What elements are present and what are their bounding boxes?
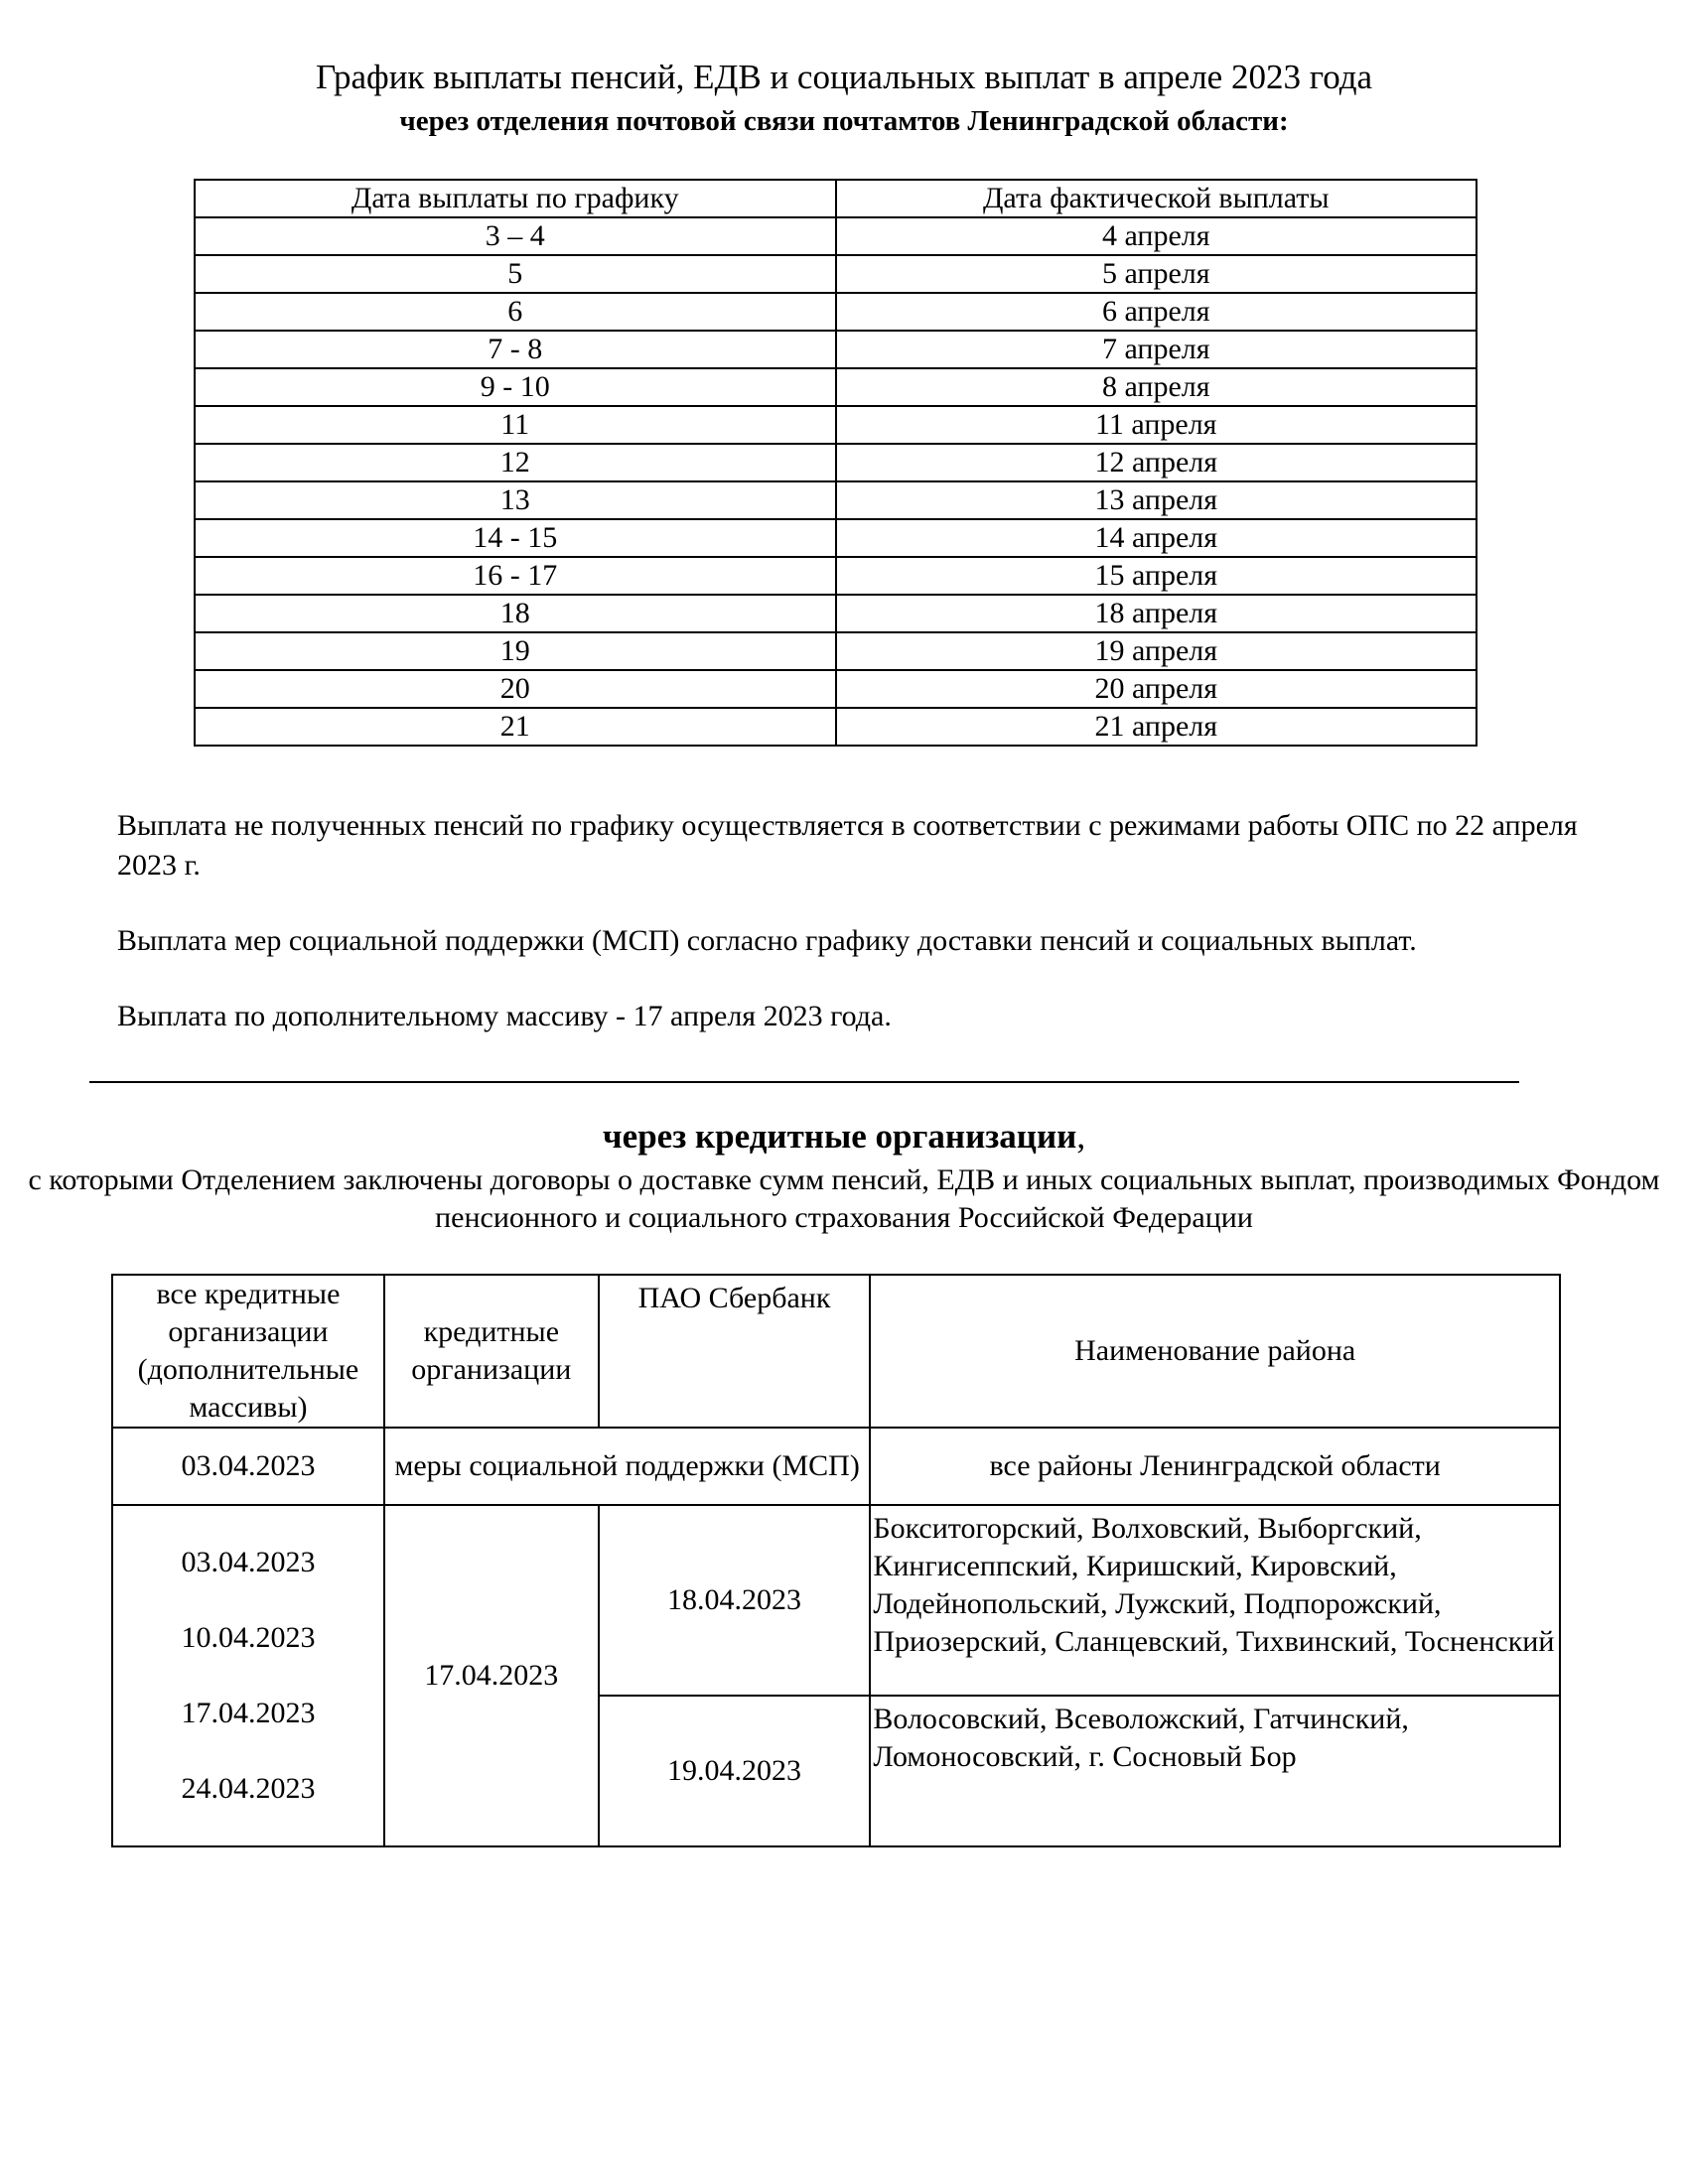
actual-date-cell: 18 апреля (836, 595, 1477, 632)
actual-date-cell: 15 апреля (836, 557, 1477, 595)
table-row (195, 331, 1477, 368)
table-header-row (195, 180, 1477, 217)
actual-date-cell: 11 апреля (836, 406, 1477, 444)
header-credit-orgs: кредитные организации (384, 1275, 599, 1428)
credit-orgs-date: 17.04.2023 (384, 1505, 599, 1846)
table-row (195, 670, 1477, 708)
district-list: Бокситогорский, Волховский, Выборгский, Кингисеппский, Киришский, Кировский, Лодейнопольский, Лужский, Подпорожский, Приозерский, Сланцевский, Тихвинский, Тосненский (870, 1505, 1560, 1696)
table-row (195, 444, 1477, 481)
sberbank-date: 18.04.2023 (599, 1505, 871, 1696)
district-list: Волосовский, Всеволожский, Гатчинский, Ломоносовский, г. Сосновый Бор (870, 1696, 1560, 1846)
table-row (195, 632, 1477, 670)
header-all-credit-orgs: все кредитные организации (дополнительные массивы) (112, 1275, 384, 1428)
scheduled-date-cell: 13 (195, 481, 836, 519)
table-row (112, 1505, 1560, 1696)
scheduled-date-cell: 18 (195, 595, 836, 632)
table-row (195, 595, 1477, 632)
scheduled-date-cell: 11 (195, 406, 836, 444)
page-title: График выплаты пенсий, ЕДВ и социальных выплат в апреле 2023 года (315, 58, 1373, 96)
section-heading (0, 1116, 1688, 1158)
page-subtitle: через отделения почтовой связи почтамтов Ленинградской области: (399, 105, 1289, 137)
section-heading-bold: через кредитные организации (602, 1117, 1077, 1156)
actual-date-cell: 13 апреля (836, 481, 1477, 519)
additional-dates-cell (112, 1505, 384, 1846)
scheduled-date-cell: 14 - 15 (195, 519, 836, 557)
scheduled-date-cell: 20 (195, 670, 836, 708)
scheduled-date-cell: 6 (195, 293, 836, 331)
table-row (195, 368, 1477, 406)
additional-date: 10.04.2023 (181, 1621, 316, 1654)
actual-date-cell: 20 апреля (836, 670, 1477, 708)
table-row (195, 708, 1477, 746)
actual-date-cell: 7 апреля (836, 331, 1477, 368)
note-additional: Выплата по дополнительному массиву - 17 апреля 2023 года. (117, 1000, 892, 1032)
header-district-name: Наименование района (870, 1275, 1560, 1428)
additional-date: 03.04.2023 (181, 1546, 316, 1578)
table-row (195, 217, 1477, 255)
table-row (195, 481, 1477, 519)
actual-date-cell: 4 апреля (836, 217, 1477, 255)
msp-label: меры социальной поддержки (МСП) (384, 1428, 870, 1505)
divider (89, 1081, 1519, 1083)
sberbank-date: 19.04.2023 (599, 1696, 871, 1846)
table-row (195, 557, 1477, 595)
actual-date-cell: 21 апреля (836, 708, 1477, 746)
actual-date-cell: 14 апреля (836, 519, 1477, 557)
actual-date-cell: 12 апреля (836, 444, 1477, 481)
actual-date-cell: 6 апреля (836, 293, 1477, 331)
section-subheading: с которыми Отделением заключены договоры о доставке сумм пенсий, ЕДВ и иных социальных выплат, производимых Фондом пенсионного и социального страхования Российской Федерации (28, 1163, 1660, 1234)
additional-date: 24.04.2023 (181, 1772, 316, 1805)
note-unreceived: Выплата не полученных пенсий по графику осуществляется в соответствии с режимами работы ОПС по 22 апреля 2023 г. (117, 809, 1578, 882)
credit-schedule-table (111, 1274, 1561, 1847)
table-row (195, 406, 1477, 444)
post-schedule-table (194, 179, 1477, 747)
scheduled-date-cell: 19 (195, 632, 836, 670)
note-msp: Выплата мер социальной поддержки (МСП) согласно графику доставки пенсий и социальных выплат. (117, 924, 1417, 957)
scheduled-date-cell: 7 - 8 (195, 331, 836, 368)
actual-date-cell: 19 апреля (836, 632, 1477, 670)
section-heading-tail: , (1076, 1117, 1086, 1156)
header-scheduled-date: Дата выплаты по графику (195, 180, 836, 217)
msp-date: 03.04.2023 (112, 1428, 384, 1505)
table-row (112, 1428, 1560, 1505)
additional-date: 17.04.2023 (181, 1697, 316, 1729)
table-header-row (112, 1275, 1560, 1428)
scheduled-date-cell: 12 (195, 444, 836, 481)
scheduled-date-cell: 21 (195, 708, 836, 746)
table-row (195, 255, 1477, 293)
scheduled-date-cell: 3 – 4 (195, 217, 836, 255)
header-actual-date: Дата фактической выплаты (836, 180, 1477, 217)
actual-date-cell: 5 апреля (836, 255, 1477, 293)
msp-districts: все районы Ленинградской области (870, 1428, 1560, 1505)
scheduled-date-cell: 16 - 17 (195, 557, 836, 595)
header-sberbank: ПАО Сбербанк (599, 1275, 871, 1428)
scheduled-date-cell: 9 - 10 (195, 368, 836, 406)
table-row (195, 293, 1477, 331)
table-row (195, 519, 1477, 557)
actual-date-cell: 8 апреля (836, 368, 1477, 406)
scheduled-date-cell: 5 (195, 255, 836, 293)
